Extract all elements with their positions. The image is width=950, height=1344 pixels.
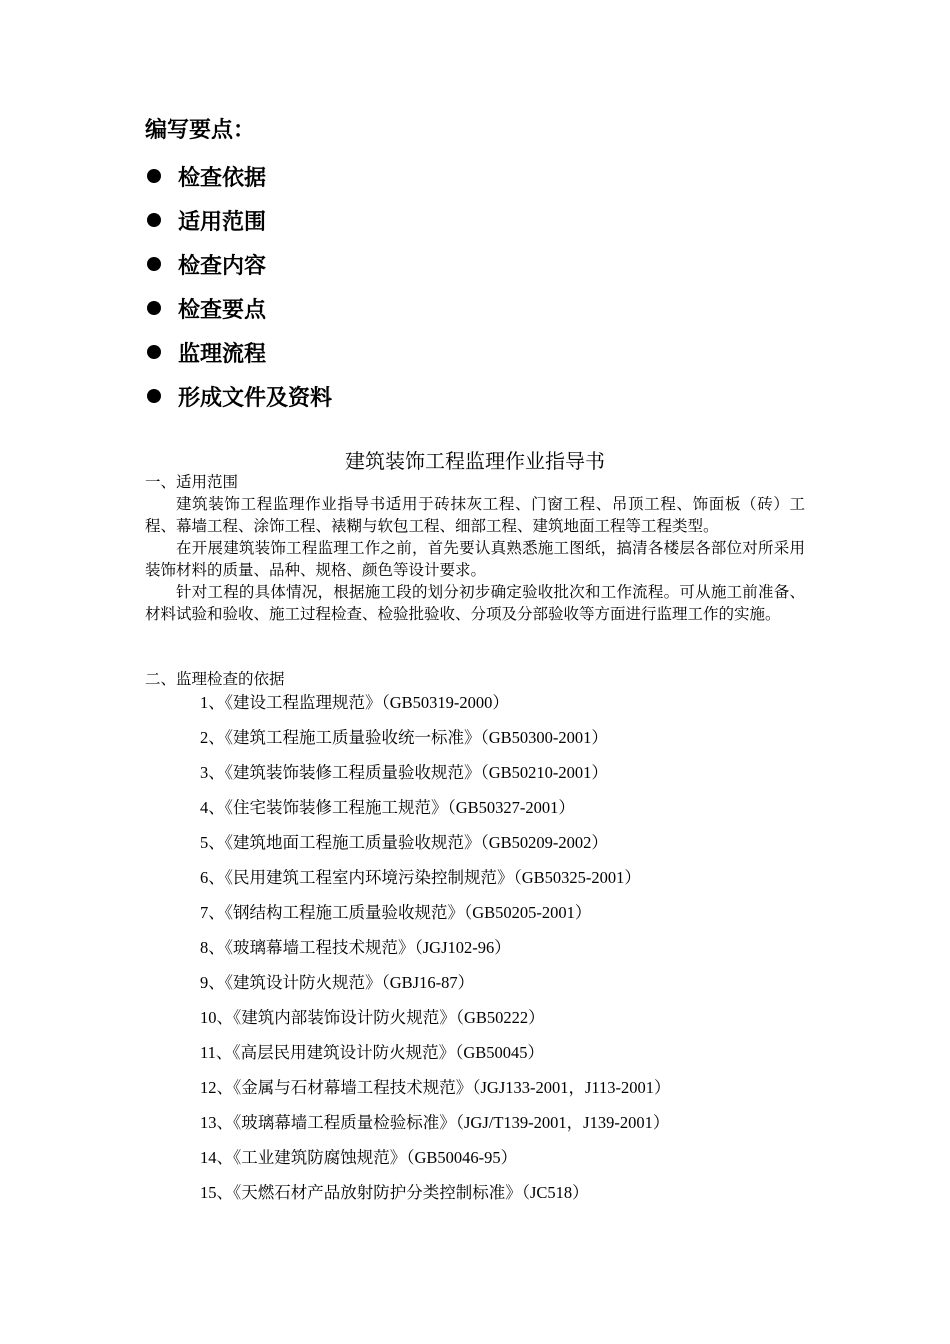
outline-item-label: 检查内容 (178, 253, 267, 279)
outline-item-label: 适用范围 (178, 209, 267, 235)
bullet-icon (147, 257, 161, 271)
reference-item: 4、《住宅装饰装修工程施工规范》（GB50327-2001） (200, 798, 575, 817)
outline-item (145, 330, 332, 374)
outline-item (145, 198, 332, 242)
reference-item: 2、《建筑工程施工质量验收统一标准》（GB50300-2001） (200, 728, 608, 747)
reference-item: 13、《玻璃幕墙工程质量检验标准》（JGJ/T139-2001，J139-2001） (200, 1113, 670, 1132)
outline-item-label: 监理流程 (178, 341, 267, 367)
bullet-icon (147, 389, 161, 403)
reference-item: 6、《民用建筑工程室内环境污染控制规范》（GB50325-2001） (200, 868, 641, 887)
outline-item-label: 检查依据 (178, 165, 267, 191)
bullet-icon (147, 301, 161, 315)
outline-bullet-list (145, 154, 332, 418)
paragraph: 针对工程的具体情况，根据施工段的划分初步确定验收批次和工作流程。可从施工前准备、材料试验和验收、施工过程检查、检验批验收、分项及分部验收等方面进行监理工作的实施。 (145, 583, 805, 623)
outline-item (145, 242, 332, 286)
outline-item-label: 形成文件及资料 (178, 385, 333, 411)
reference-item: 9、《建筑设计防火规范》（GBJ16-87） (200, 973, 475, 992)
reference-item: 14、《工业建筑防腐蚀规范》（GB50046-95） (200, 1148, 518, 1167)
reference-item: 1、《建设工程监理规范》（GB50319-2000） (200, 693, 509, 712)
section-heading-scope: 一、适用范围 (145, 473, 239, 491)
reference-item: 10、《建筑内部装饰设计防火规范》（GB50222） (200, 1008, 545, 1027)
document-title: 建筑装饰工程监理作业指导书 (345, 449, 605, 473)
outline-item-label: 检查要点 (178, 297, 267, 323)
outline-item (145, 154, 332, 198)
reference-item: 5、《建筑地面工程施工质量验收规范》（GB50209-2002） (200, 833, 608, 852)
paragraph: 在开展建筑装饰工程监理工作之前，首先要认真熟悉施工图纸，搞清各楼层各部位对所采用装饰材料的质量、品种、规格、颜色等设计要求。 (145, 539, 805, 579)
reference-item: 7、《钢结构工程施工质量验收规范》（GB50205-2001） (200, 903, 592, 922)
reference-list (200, 690, 671, 1215)
section-heading-basis: 二、监理检查的依据 (145, 670, 285, 688)
outline-heading: 编写要点： (145, 118, 256, 143)
bullet-icon (147, 345, 161, 359)
bullet-icon (147, 169, 161, 183)
paragraph: 建筑装饰工程监理作业指导书适用于砖抹灰工程、门窗工程、吊顶工程、饰面板（砖）工程、幕墙工程、涂饰工程、裱糊与软包工程、细部工程、建筑地面工程等工程类型。 (145, 495, 805, 535)
reference-item: 15、《天燃石材产品放射防护分类控制标准》（JC518） (200, 1183, 589, 1202)
reference-item: 3、《建筑装饰装修工程质量验收规范》（GB50210-2001） (200, 763, 608, 782)
reference-item: 11、《高层民用建筑设计防火规范》（GB50045） (200, 1043, 545, 1062)
bullet-icon (147, 213, 161, 227)
section-body-scope (145, 493, 805, 625)
reference-item: 8、《玻璃幕墙工程技术规范》（JGJ102-96） (200, 938, 511, 957)
reference-item: 12、《金属与石材幕墙工程技术规范》（JGJ133-2001，J113-2001） (200, 1078, 671, 1097)
outline-item (145, 286, 332, 330)
outline-item (145, 374, 332, 418)
